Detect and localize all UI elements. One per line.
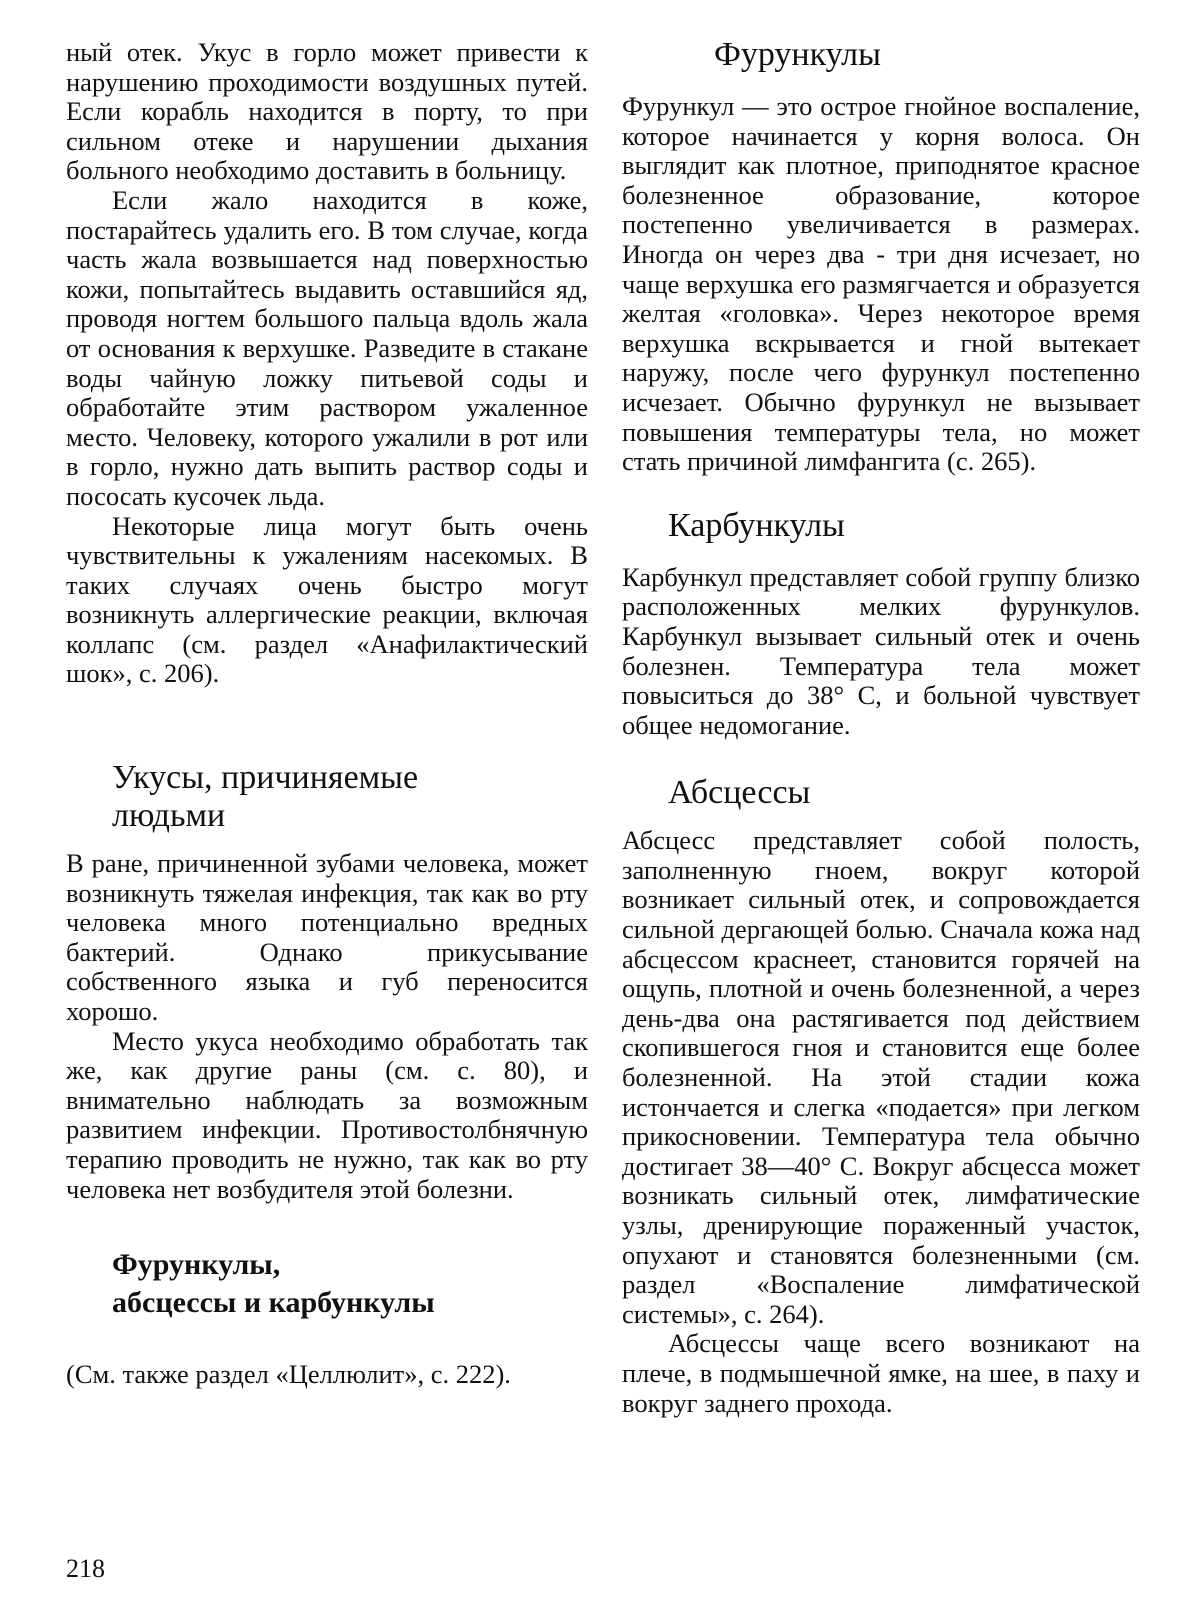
paragraph: Некоторые лица могут быть очень чувствительны к ужалениям насекомых. В таких случаях очень быстро могут возникнуть аллергические реакции, включая коллапс (см. раздел «Анафилактический шок», с. 206). xyxy=(66,510,588,689)
right-column xyxy=(622,92,1140,1418)
paragraph: Карбункул представляет собой группу близко расположенных мелких фурункулов. Карбункул вызывает сильный отек и очень болезнен. Температура тела может повыситься до 38° С, и больной чувствует общее недомогание. xyxy=(622,561,1140,740)
paragraph: В ране, причиненной зубами человека, может возникнуть тяжелая инфекция, так как во рту человека много потенциально вредных бактерий. Однако прикусывание собственного языка и губ переносится хорошо. xyxy=(66,848,588,1027)
section-title-boils-abscesses-carbuncles xyxy=(66,1246,588,1322)
section-title-carbuncles: Карбункулы xyxy=(668,506,845,544)
section-title-line: Фурункулы, xyxy=(112,1248,281,1282)
section-title-human-bites xyxy=(66,759,588,835)
section-title-line: Укусы, причиняемые xyxy=(112,759,419,797)
page-number: 218 xyxy=(66,1554,105,1583)
paragraph: Если жало находится в коже, постарайтесь удалить его. В том случае, когда часть жала возвышается над поверхностью кожи, попытайтесь выдавить оставшийся яд, проводя ногтем большого пальца вдоль жала от основания к верхушке. Разведите в стакане воды чайную ложку питьевой соды и обработайте этим раствором ужаленное место. Человеку, которого ужалили в рот или в горло, нужно дать выпить раствор соды и пососать кусочек льда. xyxy=(66,184,588,511)
section-title-abscesses: Абсцессы xyxy=(668,774,811,812)
section-title-line: абсцессы и карбункулы xyxy=(112,1286,435,1320)
section-title-line: людьми xyxy=(112,797,226,835)
paragraph: (См. также раздел «Целлюлит», с. 222). xyxy=(66,1359,511,1390)
left-column xyxy=(66,38,588,1390)
paragraph: ный отек. Укус в горло может привести к нарушению проходимости воздушных путей. Если корабль находится в порту, то при сильном отеке и нарушении дыхания больного необходимо доставить в больницу. xyxy=(66,37,588,186)
paragraph: Абсцессы чаще всего возникают на плече, в подмышечной ямке, на шее, в паху и вокруг заднего прохода. xyxy=(622,1328,1140,1418)
paragraph: Фурункул — это острое гнойное воспаление, которое начинается у корня волоса. Он выглядит как плотное, приподнятое красное болезненное образование, которое постепенно увеличивается в размерах. Иногда он через два - три дня исчезает, но чаще верхушка его размягчается и образуется желтая «головка». Через некоторое время верхушка вскрывается и гной вытекает наружу, после чего фурункул постепенно исчезает. Обычно фурункул не вызывает повышения температуры тела, но может стать причиной лимфангита (с. 265). xyxy=(622,91,1140,477)
paragraph: Место укуса необходимо обработать так же, как другие раны (см. с. 80), и внимательно наблюдать за возможным развитием инфекции. Противостолбнячную терапию проводить не нужно, так как во рту человека нет возбудителя этой болезни. xyxy=(66,1025,588,1204)
paragraph: Абсцесс представляет собой полость, заполненную гноем, вокруг которой возникает сильный отек, и сопровождается сильной дергающей болью. Сначала кожа над абсцессом краснеет, становится горячей на ощупь, плотной и очень болезненной, а через день-два она растягивается под действием скопившегося гноя и становится еще более болезненной. На этой стадии кожа истончается и слегка «подается» при легком прикосновении. Температура тела обычно достигает 38—40° С. Вокруг абсцесса может возникать сильный отек, лимфатические узлы, дренирующие пораженный участок, опухают и становятся болезненными (см. раздел «Воспаление лимфатической системы», с. 264). xyxy=(622,825,1140,1329)
section-title-furuncles: Фурункулы xyxy=(714,36,881,73)
